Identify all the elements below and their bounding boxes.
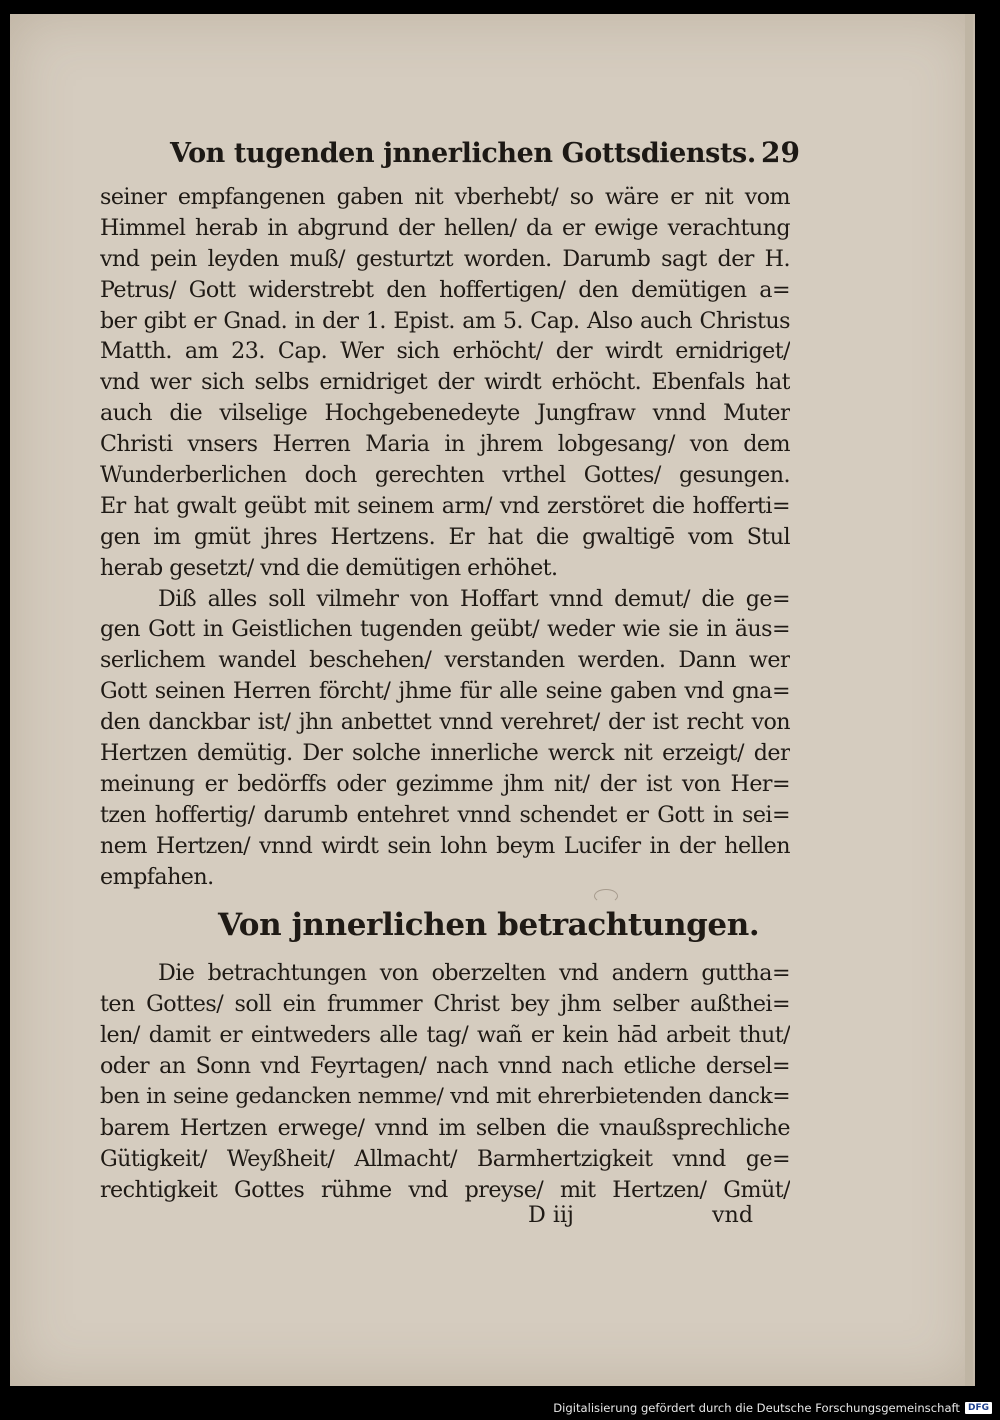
ink-speck <box>594 889 618 903</box>
paragraph-3 <box>100 958 790 1205</box>
text-line: gen im gmüt jhres Hertzens. Er hat die gwaltigē vom Stul <box>100 523 790 550</box>
paragraph-2 <box>100 584 790 893</box>
text-line: barem Hertzen erwege/ vnnd im selben die vnaußsprechliche <box>100 1114 790 1141</box>
funding-credit: Digitalisierung gefördert durch die Deutsche Forschungsgemeinschaft <box>553 1401 960 1415</box>
text-line: empfahen. <box>100 863 214 890</box>
digitization-footer <box>0 1396 1000 1420</box>
running-head <box>170 136 800 178</box>
catchword: vnd <box>712 1202 754 1228</box>
text-line: vnd pein leyden muß/ gesturtzt worden. Darumb sagt der H. <box>100 245 790 272</box>
text-line: ten Gottes/ soll ein frummer Christ bey jhm selber außthei= <box>100 991 790 1018</box>
text-line: ben in seine gedancken nemme/ vnd mit ehrerbietenden danck= <box>100 1084 790 1110</box>
text-line: Hertzen demütig. Der solche innerliche werck nit erzeigt/ der <box>100 740 790 767</box>
text-line: vnd wer sich selbs ernidriget der wirdt erhöcht. Ebenfals hat <box>100 369 790 396</box>
text-line: ber gibt er Gnad. in der 1. Epist. am 5. Cap. Also auch Christus <box>100 307 790 334</box>
text-line: Petrus/ Gott widerstrebt den hoffertigen/ den demütigen a= <box>100 276 790 303</box>
text-line: Wunderberlichen doch gerechten vrthel Gottes/ gesungen. <box>100 462 790 489</box>
text-line: Er hat gwalt geübt mit seinem arm/ vnd zerstöret die hofferti= <box>100 492 790 519</box>
page-edge <box>965 14 973 1386</box>
text-line: oder an Sonn vnd Feyrtagen/ nach vnnd nach etliche dersel= <box>100 1053 790 1080</box>
section-heading: Von jnnerlichen betrachtungen. <box>218 907 760 944</box>
text-line: nem Hertzen/ vnnd wirdt sein lohn beym Lucifer in der hellen <box>100 832 790 859</box>
text-line: herab gesetzt/ vnd die demütigen erhöhet. <box>100 554 558 581</box>
text-block <box>100 182 790 1206</box>
text-line: seiner empfangenen gaben nit vberhebt/ so wäre er nit vom <box>100 184 790 210</box>
text-line: gen Gott in Geistlichen tugenden geübt/ weder wie sie in äus= <box>100 616 790 643</box>
dfg-logo-icon: DFG <box>965 1402 992 1414</box>
signature-line <box>100 1200 790 1234</box>
text-line: serlichem wandel beschehen/ verstanden werden. Dann wer <box>100 647 790 674</box>
text-line: Gütigkeit/ Weyßheit/ Allmacht/ Barmhertzigkeit vnnd ge= <box>100 1145 790 1172</box>
text-line: den danckbar ist/ jhn anbettet vnnd verehret/ der ist recht von <box>100 709 790 736</box>
text-line: Matth. am 23. Cap. Wer sich erhöcht/ der wirdt ernidriget/ <box>100 338 790 365</box>
text-line: tzen hoffertig/ darumb entehret vnnd schendet er Gott in sei= <box>100 801 790 828</box>
signature-mark: D iij <box>528 1202 574 1228</box>
text-line: rechtigkeit Gottes rühme vnd preyse/ mit Hertzen/ Gmüt/ <box>100 1176 790 1203</box>
page-number: 29 <box>761 136 800 169</box>
running-title: Von tugenden jnnerlichen Gottsdiensts. <box>170 138 756 169</box>
paragraph-1 <box>100 182 790 584</box>
text-line: meinung er bedörffs oder gezimme jhm nit/ der ist von Her= <box>100 770 790 797</box>
text-line: auch die vilselige Hochgebenedeyte Jungfraw vnnd Muter <box>100 400 790 427</box>
text-line: len/ damit er eintweders alle tag/ wañ er kein hād arbeit thut/ <box>100 1022 790 1049</box>
text-line: Christi vnsers Herren Maria in jhrem lobgesang/ von dem <box>100 431 790 458</box>
text-line: Die betrachtungen von oberzelten vnd andern guttha= <box>158 960 790 987</box>
text-line: Diß alles soll vilmehr von Hoffart vnnd demut/ die ge= <box>158 585 790 612</box>
text-line: Gott seinen Herren förcht/ jhme für alle seine gaben vnd gna= <box>100 678 790 705</box>
text-line: Himmel herab in abgrund der hellen/ da er ewige verachtung <box>100 214 790 241</box>
